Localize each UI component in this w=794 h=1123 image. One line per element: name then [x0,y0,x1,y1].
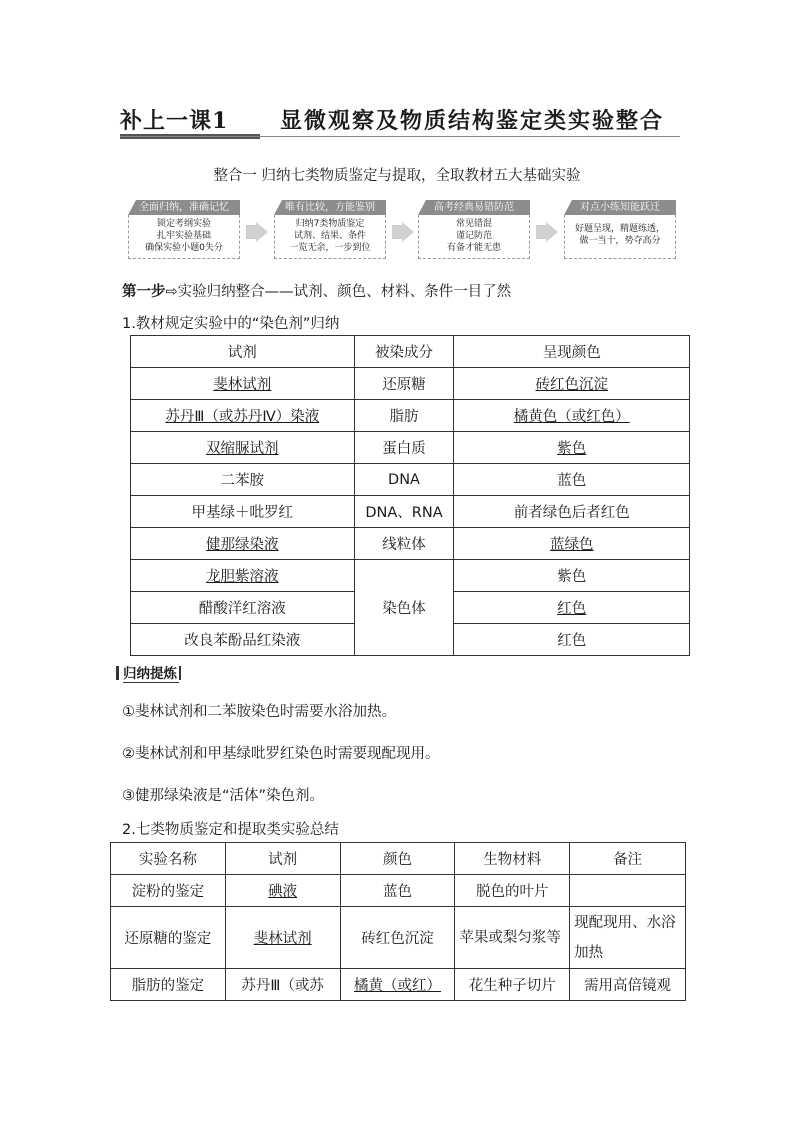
table-header-row [111,843,686,875]
step-text: 实验归纳整合——试剂、颜色、材料、条件一目了然 [177,284,512,300]
banner-box-3 [418,200,530,262]
table-cell: 蓝色 [454,464,690,496]
page-title [120,104,680,144]
table-header: 备注 [570,843,686,875]
table-cell: 双缩脲试剂 [206,441,279,457]
table-cell: 斐林试剂 [253,931,312,947]
table-cell: 苏丹Ⅲ（或苏丹Ⅳ）染液 [165,409,320,425]
banner-line: 好题呈现，精题练透， [574,224,665,234]
table-cell: 还原糖 [354,368,454,400]
table-header: 实验名称 [111,843,226,875]
banner-body [564,215,676,259]
table-row [131,368,690,400]
banner-box-2 [274,200,386,262]
step-label: 第一步 [122,284,166,300]
title-prefix: 补上一课1 [120,108,229,134]
banner-body [128,215,240,259]
banner-body [274,215,386,259]
table-cell: 苹果或梨匀浆等 [455,907,570,969]
chevron-right-icon [246,222,270,242]
banner-box-4 [564,200,676,262]
table-header: 颜色 [340,843,455,875]
arrow-right-icon: ⇨ [165,284,178,300]
table-cell: 蓝绿色 [549,537,594,553]
table-row [131,464,690,496]
table-cell [570,875,686,907]
banner-line: 做一当十，势夺高分 [579,236,661,246]
table-cell: 脂肪的鉴定 [111,969,226,1001]
table-cell: 花生种子切片 [455,969,570,1001]
chevron-right-icon [392,222,416,242]
table-cell: 砖红色沉淀 [340,907,455,969]
table-row [111,969,686,1001]
table-header-row [131,336,690,368]
banner-line: 扎牢实验基础 [156,231,211,241]
table-cell: 蓝色 [340,875,455,907]
table-header: 生物材料 [455,843,570,875]
banner-line: 常见错混 [455,219,492,229]
table-cell: 染色体 [354,560,454,656]
chevron-right-icon [536,222,560,242]
table-cell: 龙胆紫溶液 [206,569,279,585]
banner-line: 一览无余，一步到位 [289,243,371,253]
table-header: 呈现颜色 [454,336,690,368]
table-cell: 砖红色沉淀 [535,377,608,393]
section-heading-1: 1.教材规定实验中的“染色剂”归纳 [122,316,340,332]
table-header: 被染成分 [354,336,454,368]
summary-tag: 归纳提炼 [116,662,181,682]
banner-line: 试剂、结果、条件 [293,231,366,241]
banner-line: 有备才能无患 [446,243,501,253]
note-2: ②斐林试剂和甲基绿吡罗红染色时需要现配现用。 [122,746,440,762]
banner-line: 确保实验小题0失分 [145,243,223,253]
banner-box-1 [128,200,240,262]
table-cell: 还原糖的鉴定 [111,907,226,969]
table-cell: 橘黄色（或红色） [513,409,630,425]
table-header: 试剂 [225,843,340,875]
table-cell: DNA [354,464,454,496]
table-cell: 蛋白质 [354,432,454,464]
step-heading [122,280,511,301]
table-row [131,528,690,560]
title-underline [120,136,680,137]
table-cell: 前者绿色后者红色 [454,496,690,528]
table-cell: DNA、RNA [354,496,454,528]
note-1: ①斐林试剂和二苯胺染色时需要水浴加热。 [122,704,396,720]
table-cell: 橘黄（或红） [353,978,441,994]
table-cell: 脱色的叶片 [455,875,570,907]
table-cell: 苏丹Ⅲ（或苏 [225,969,340,1001]
table-cell: 健那绿染液 [206,537,279,553]
banner-body [418,215,530,259]
banner-head: 全面归纳，准确记忆 [128,200,240,215]
banner-line: 归纳7类物质鉴定 [295,219,365,229]
table-row [131,432,690,464]
table-header: 试剂 [131,336,355,368]
table-cell: 需用高倍镜观 [570,969,686,1001]
table-row [131,560,690,592]
banner-line: 锁定考纲实验 [156,219,211,229]
table-cell: 淀粉的鉴定 [111,875,226,907]
table-cell: 改良苯酚品红染液 [131,624,355,656]
table-row [111,875,686,907]
table-cell: 线粒体 [354,528,454,560]
stain-table [130,335,690,656]
table-cell: 紫色 [557,441,587,457]
note-3: ③健那绿染液是“活体”染色剂。 [122,788,325,804]
feature-banner [128,200,676,266]
table-cell: 碘液 [268,884,298,900]
subtitle: 整合一 归纳七类物质鉴定与提取，全取教材五大基础实验 [213,168,581,184]
banner-line: 谨记防范 [455,231,492,241]
table-row [131,400,690,432]
table-cell: 红色 [557,601,587,617]
table-cell: 甲基绿＋吡罗红 [131,496,355,528]
table-cell: 现配现用、水浴加热 [570,907,686,969]
table-row [111,907,686,969]
table-cell: 斐林试剂 [213,377,272,393]
banner-head: 高考经典易错防范 [418,200,530,215]
identification-table [110,842,686,1001]
title-main: 显微观察及物质结构鉴定类实验整合 [280,108,665,134]
table-cell: 二苯胺 [131,464,355,496]
table-cell: 红色 [454,624,690,656]
banner-head: 对点小练知能跃迁 [564,200,676,215]
table-row [131,496,690,528]
table-cell: 脂肪 [354,400,454,432]
banner-head: 唯有比较，方能鉴别 [274,200,386,215]
section-heading-2: 2.七类物质鉴定和提取类实验总结 [122,822,339,838]
table-cell: 醋酸洋红溶液 [131,592,355,624]
table-cell: 紫色 [454,560,690,592]
